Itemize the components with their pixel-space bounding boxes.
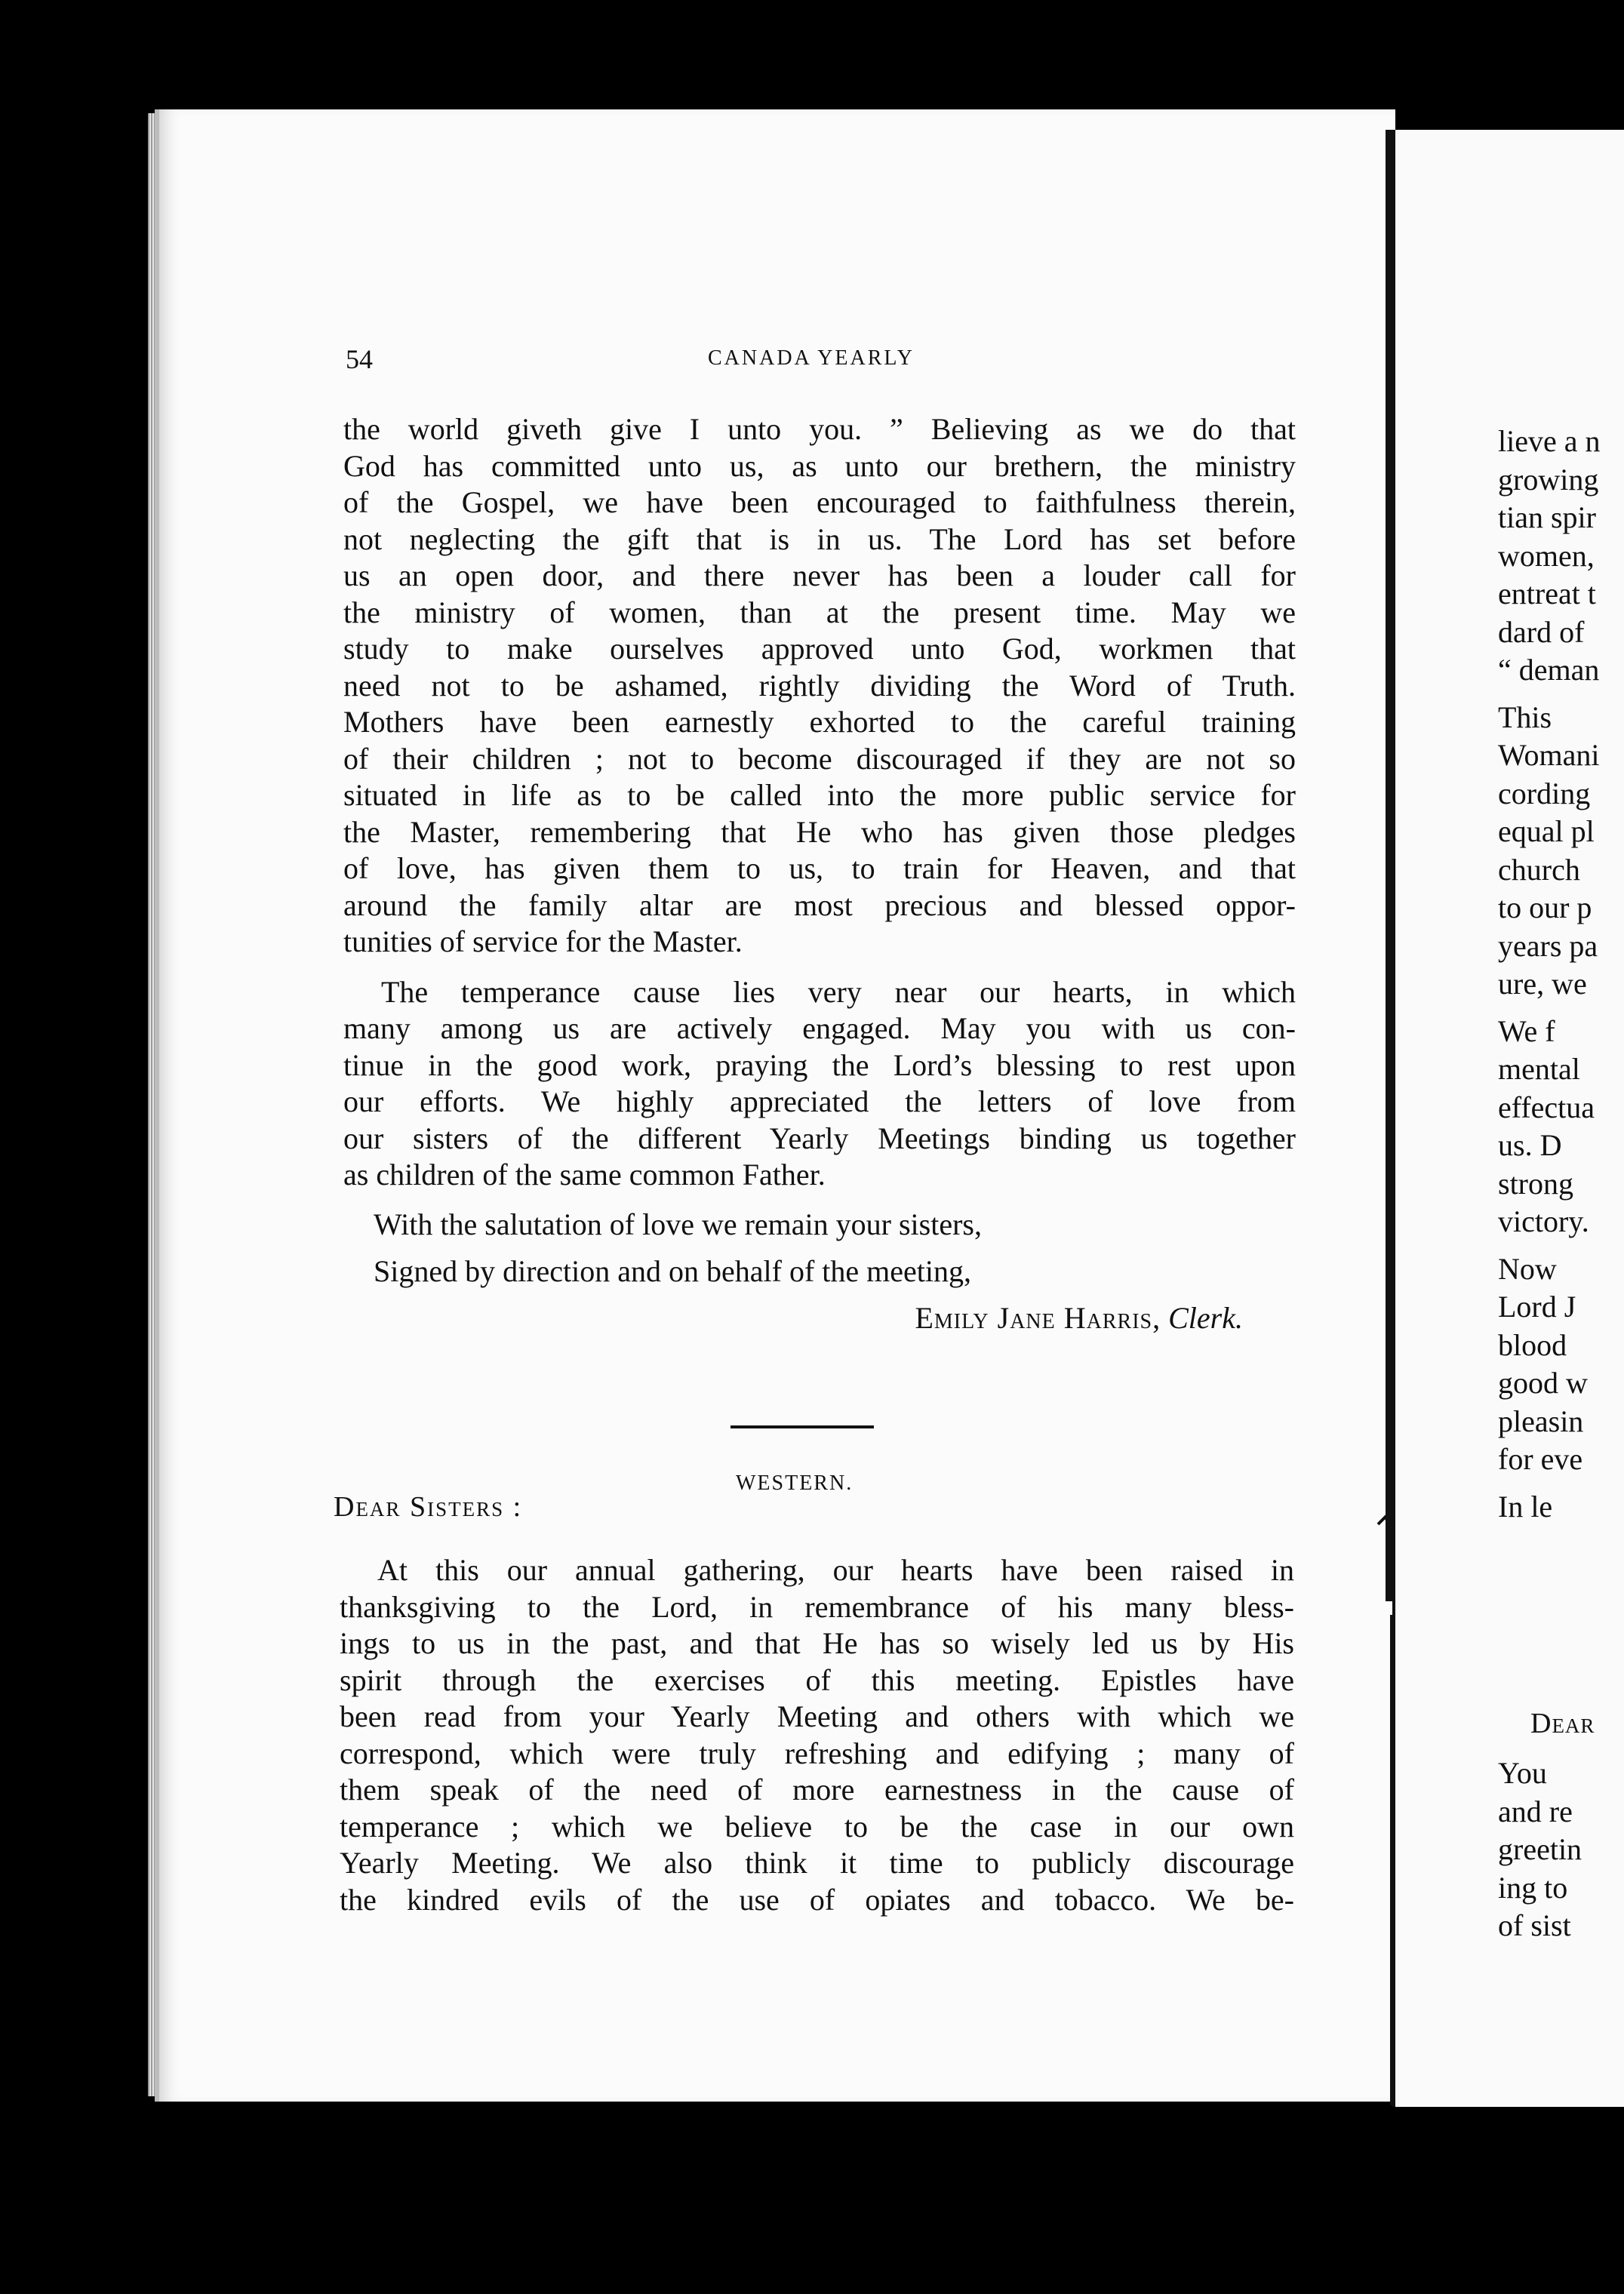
text-line: tian spir [1498, 500, 1596, 534]
section-heading: WESTERN. [736, 1471, 854, 1495]
text-line: to our p [1498, 890, 1592, 924]
text-line: blood [1498, 1327, 1567, 1362]
text-line: years pa [1498, 928, 1598, 963]
text-line: us. D [1498, 1128, 1562, 1162]
text-line: good w [1498, 1366, 1588, 1400]
epistle-body-western [340, 1552, 1294, 1918]
text-line: church [1498, 852, 1580, 887]
text-line: the kindred evils of the use of opiates and tobacco. We be- [340, 1882, 1294, 1917]
text-line: the world giveth give I unto you. ” Believing as we do that [343, 412, 1296, 446]
text-line: effectua [1498, 1090, 1595, 1124]
text-line: women, [1498, 538, 1595, 573]
page-number: 54 [346, 344, 373, 374]
text-line: Yearly Meeting. We also think it time to publicly discourage [340, 1846, 1294, 1880]
text-line: Lord J [1498, 1290, 1576, 1324]
text-line: been read from your Yearly Meeting and others with which we [340, 1699, 1294, 1733]
paragraph-annual-gathering [340, 1552, 1294, 1918]
signature [343, 1295, 1296, 1342]
text-line: of love, has given them to us, to train for Heaven, and that [343, 851, 1296, 885]
text-line: as children of the same common Father. [343, 1158, 826, 1192]
letter-address: Dear Sisters : [334, 1491, 523, 1523]
text-line: entreat t [1498, 577, 1596, 610]
text-line: tinue in the good work, praying the Lord’s blessing to rest upon [343, 1047, 1296, 1082]
text-line: temperance ; which we believe to be the case in our own [340, 1809, 1294, 1844]
text-line: thanksgiving to the Lord, in remembrance of his many bless- [340, 1589, 1294, 1624]
paragraph-temperance [343, 974, 1296, 1194]
right-page-text [1498, 423, 1624, 1526]
text-line: cording [1498, 776, 1591, 810]
text-line: tunities of service for the Master. [343, 924, 743, 958]
text-line: not neglecting the gift that is in us. The Lord has set before [343, 521, 1296, 556]
text-line: situated in life as to be called into the more public service for [343, 778, 1296, 812]
text-line: victory. [1498, 1204, 1589, 1238]
text-line: The temperance cause lies very near our hearts, in which [381, 974, 1296, 1009]
closing-salutation: With the salutation of love we remain your sisters, [374, 1207, 982, 1241]
running-head-title: CANADA YEARLY [708, 346, 915, 370]
signed-line: Signed by direction and on behalf of the meeting, [374, 1253, 972, 1288]
text-line: dard of [1498, 614, 1585, 649]
text-line: pleasin [1498, 1404, 1584, 1438]
text-line: In le [1498, 1489, 1553, 1524]
signature-name: Emily Jane Harris, [915, 1300, 1161, 1335]
text-line: “ deman [1498, 653, 1600, 687]
text-line: need not to be ashamed, rightly dividing the Word of Truth. [343, 668, 1296, 703]
right-page-address: Dear [1530, 1708, 1595, 1739]
text-line: around the family altar are most precious and blessed oppor- [343, 887, 1296, 922]
running-head [346, 343, 1296, 377]
text-line: mental [1498, 1052, 1580, 1086]
text-line: equal pl [1498, 814, 1595, 848]
text-line: the ministry of women, than at the present time. May we [343, 595, 1296, 629]
text-line: the Master, remembering that He who has given those pledges [343, 814, 1296, 849]
text-line: Now [1498, 1251, 1557, 1286]
text-line: of the Gospel, we have been encouraged to faithfulness therein, [343, 485, 1296, 519]
text-line: lieve a n [1498, 424, 1601, 458]
text-line: We f [1498, 1013, 1555, 1048]
text-line: of their children ; not to become discouraged if they are not so [343, 741, 1296, 776]
text-line: our efforts. We highly appreciated the letters of love from [343, 1084, 1296, 1118]
text-line: God has committed unto us, as unto our brethern, the ministry [343, 448, 1296, 483]
text-line: You [1498, 1756, 1547, 1790]
text-line: for eve [1498, 1442, 1583, 1476]
text-line: ure, we [1498, 967, 1587, 1001]
text-line: study to make ourselves approved unto God, workmen that [343, 632, 1296, 666]
text-line: our sisters of the different Yearly Meetings binding us together [343, 1121, 1296, 1155]
text-line: greetin [1498, 1832, 1582, 1866]
text-line: strong [1498, 1166, 1573, 1201]
text-line: growing [1498, 462, 1599, 497]
text-line: Mothers have been earnestly exhorted to the careful training [343, 705, 1296, 739]
text-line: many among us are actively engaged. May you with us con- [343, 1011, 1296, 1045]
paragraph-ministry [343, 411, 1296, 961]
text-line: us an open door, and there never has been a louder call for [343, 558, 1296, 592]
epistle-body-canada [343, 411, 1296, 1342]
text-line: Womani [1498, 738, 1600, 772]
text-line: At this our annual gathering, our hearts have been raised in [377, 1553, 1294, 1587]
text-line: This [1498, 700, 1552, 734]
signature-role: Clerk. [1168, 1300, 1243, 1335]
text-line: correspond, which were truly refreshing and edifying ; many of [340, 1736, 1294, 1770]
text-line: ing to [1498, 1870, 1568, 1905]
right-page-text-lower [1498, 1754, 1624, 1945]
section-divider [730, 1425, 874, 1428]
text-line: spirit through the exercises of this meeting. Epistles have [340, 1662, 1294, 1697]
text-line: of sist [1498, 1908, 1571, 1942]
text-line: and re [1498, 1794, 1573, 1828]
text-line: ings to us in the past, and that He has so wisely led us by His [340, 1626, 1294, 1660]
text-line: them speak of the need of more earnestness in the cause of [340, 1773, 1294, 1807]
